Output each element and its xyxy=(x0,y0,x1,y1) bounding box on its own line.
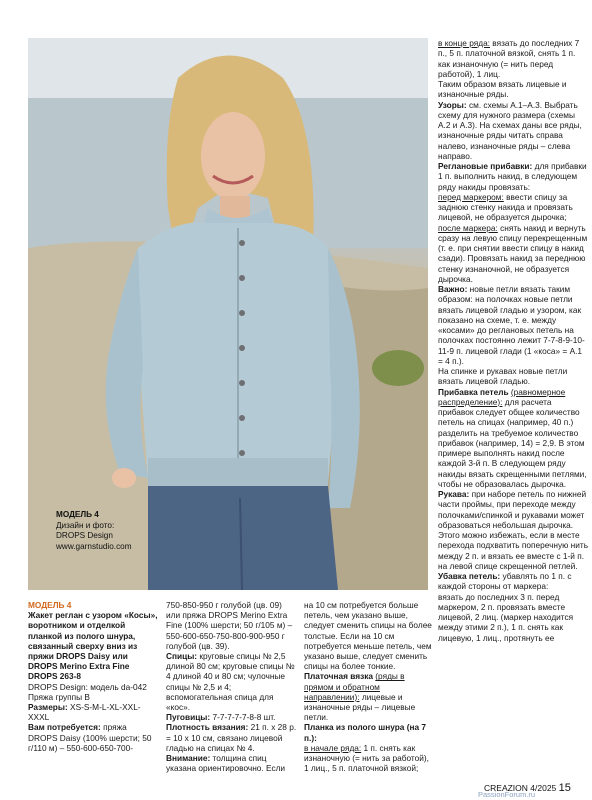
text-run: в конце ряда: xyxy=(438,38,490,48)
paragraph xyxy=(438,161,588,192)
text-run: Внимание: xyxy=(166,753,211,764)
paragraph xyxy=(166,651,298,712)
paragraph xyxy=(438,366,588,387)
paragraph xyxy=(438,100,588,162)
paragraph xyxy=(166,712,298,722)
text-run: 7-7-7-7-7-8-8 шт. xyxy=(210,712,276,723)
bottom-column-1 xyxy=(28,600,158,753)
text-run: ввести спицу за заднюю стенку накида и провязать лицевой, не образуется дырочка; xyxy=(438,191,573,223)
issue-label: CREAZION 4/2025 xyxy=(484,783,557,793)
text-run: Платочная вязка xyxy=(304,671,373,682)
text-run: лицевые и изнаночные ряды – лицевые петли. xyxy=(304,691,416,723)
text-run: Вам потребуется: xyxy=(28,722,101,733)
text-run: XS-S-M-L-XL-XXL-XXXL xyxy=(28,702,141,723)
text-run: 750-850-950 г голубой (цв. 09) или пряжа DROPS Merino Extra Fine (100% шерсти; 50 г/105 м) – 550-600-650-750-800-900-950 г голубой (цв. 39). xyxy=(166,600,293,651)
paragraph xyxy=(166,600,298,651)
text-run: Плотность вязания: xyxy=(166,722,249,733)
text-run: для прибавки 1 п. выполнить накид, в следующем ряду накиды провязать: xyxy=(438,161,587,192)
paragraph xyxy=(28,610,158,671)
paragraph xyxy=(28,671,158,681)
right-column-text xyxy=(438,38,588,643)
paragraph xyxy=(438,38,588,79)
text-run: Убавка петель: xyxy=(438,571,501,581)
text-run: Узоры: xyxy=(438,99,467,110)
paragraph xyxy=(438,79,588,100)
caption-model: МОДЕЛЬ 4 xyxy=(56,510,99,519)
text-run: МОДЕЛЬ 4 xyxy=(28,600,72,610)
paragraph xyxy=(438,284,588,366)
text-run: 21 п. x 28 р. = 10 x 10 см, связано лицевой гладью на спицах № 4. xyxy=(166,722,297,753)
page-number: 15 xyxy=(558,782,571,794)
text-run: Реглановые прибавки: xyxy=(438,161,533,171)
bottom-column-3 xyxy=(304,600,434,773)
text-run: Прибавка петель xyxy=(438,386,509,397)
paragraph xyxy=(28,600,158,610)
paragraph xyxy=(304,671,434,722)
paragraph xyxy=(304,743,434,774)
paragraph xyxy=(438,192,588,223)
photo-caption xyxy=(56,510,132,552)
paragraph xyxy=(28,702,158,722)
text-run: Размеры: xyxy=(28,702,68,713)
caption-brand: DROPS Design xyxy=(56,531,113,540)
text-run: (ряды в прямом и обратном направлении): xyxy=(304,671,405,702)
text-run: убавлять по 1 п. с каждой стороны от маркера: xyxy=(438,571,572,592)
text-run: Планка из полого шнура (на 7 п.): xyxy=(304,722,427,743)
paragraph xyxy=(166,753,298,773)
text-run: после маркера: xyxy=(438,222,498,233)
text-run: Таким образом вязать лицевые и изнаночные ряды. xyxy=(438,79,567,100)
caption-design: Дизайн и фото: xyxy=(56,520,115,530)
paragraph xyxy=(28,722,158,753)
text-run: Важно: xyxy=(438,284,468,294)
paragraph xyxy=(438,223,588,285)
text-run: На спинке и рукавах новые петли вязать лицевой гладью. xyxy=(438,366,568,387)
text-run: перед маркером: xyxy=(438,191,504,202)
text-run: при наборе петель по нижней части проймы, при переходе между полочками/спинкой и рукавами может образоваться небольшая дырочка. Этого можно избежать, если в месте перехода подхватить поперечную нить между 2 п. и вязать ее вместе с 1-й п. на левой спице скрещенной петлей. xyxy=(438,489,589,571)
text-run: вязать до последних 7 п., 5 п. платочной вязкой, снять 1 п. как изнаночную (= нить перед работой), 1 лиц. xyxy=(438,38,580,79)
paragraph xyxy=(438,571,588,592)
text-run: Пряжа группы B xyxy=(28,691,90,702)
paragraph xyxy=(438,387,588,490)
bottom-column-2 xyxy=(166,600,298,773)
text-run: см. схемы А.1–А.3. Выбрать схему для нужного размера (схемы А.2 и А.3). На схемах даны все ряды, изнаночные ряды читать справа налево, изнаночные ряды – слева направо. xyxy=(438,99,582,161)
caption-url: www.garnstudio.com xyxy=(56,541,132,551)
photo-illustration xyxy=(28,38,428,590)
paragraph xyxy=(438,489,588,571)
watermark: PassionForum.ru xyxy=(478,790,536,799)
text-run: Жакет реглан с узором «Косы», воротником и отделкой планкой из полого шнура, связанный сверху вниз из пряжи DROPS Daisy или DROPS Merino Extra Fine xyxy=(28,610,158,672)
text-run: DROPS Design: модель da-042 xyxy=(28,681,147,692)
text-run: (равномерное распределение): xyxy=(438,386,566,407)
text-run: Спицы: xyxy=(166,651,198,662)
paragraph xyxy=(304,600,434,671)
text-run: вязать до последних 3 п. перед маркером, 2 п. провязать вместе лицевой, 2 лиц. (маркер находится между этими 2 п.), 1 п. снять как лицевую, 1 лиц., протянуть ее xyxy=(438,591,574,643)
text-run: DROPS 263-8 xyxy=(28,671,82,682)
model-photo xyxy=(28,38,428,590)
paragraph xyxy=(438,592,588,643)
text-run: новые петли вязать таким образом: на полочках новые петли вязать лицевой гладью и узором, как показано на схеме, т. е. между «косами» до реглановых петель на полочках постоянно лежит 7-7-8-9-10-11-9 п. лицевой глади (1 «коса» = А.1 = 4 п.). xyxy=(438,284,585,366)
text-run: пряжа DROPS Daisy (100% шерсти; 50 г/110 м) – 550-600-650-700- xyxy=(28,722,152,753)
text-run: Рукава: xyxy=(438,489,470,499)
text-run: 1 п. снять как изнаночную (= нить за работой), 1 лиц., 5 п. платочной вязкой; xyxy=(304,742,429,774)
paragraph xyxy=(166,722,298,753)
text-run: круговые спицы № 2,5 длиной 80 см; круговые спицы № 4 длиной 40 и 80 см; чулочные спицы № 2,5 и 4; вспомогательная спица для «кос». xyxy=(166,651,295,713)
text-run: в начале ряда: xyxy=(304,742,362,753)
text-run: толщина спиц указана ориентировочно. Если xyxy=(166,753,286,774)
paragraph xyxy=(28,682,158,692)
paragraph xyxy=(28,692,158,702)
paragraph xyxy=(304,722,434,742)
text-run: Пуговицы: xyxy=(166,712,211,723)
text-run: на 10 см потребуется больше петель, чем указано выше, следует сменить спицы на более толстые. Если на 10 см потребуется меньше петель, чем указано выше, следует сменить спицы на более тонкие. xyxy=(304,600,432,672)
text-run: снять накид и вернуть сразу на левую спицу перекрещенным (т. е. при снятии ввести спицу в накид сзади). Провязать накид за переднюю стенку изнаночной, не образуется дырочка. xyxy=(438,222,588,284)
text-run: для расчета прибавок следует общее количество петель на спицах (например, 40 п.) разделить на требуемое количество прибавок (например, 14) = 2,9. В этом примере выполнять накид после каждой 3-й п. В следующем ряду накиды вязать скрещенными петлями, чтобы не образовалась дырочка. xyxy=(438,396,587,489)
